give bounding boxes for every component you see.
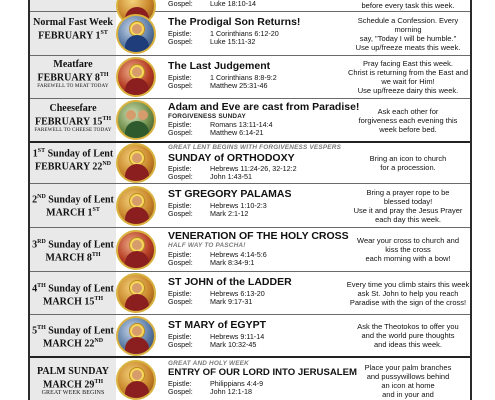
weekly-activity: Schedule a Confession. Every morning say, "Today I will be humble." Use up/freeze meats this week. (355, 15, 461, 52)
season-banner: GREAT LENT BEGINS WITH FORGIVENESS VESPERS (168, 144, 342, 151)
adam-and-eve-icon (116, 100, 156, 140)
week-row (30, 0, 470, 12)
gospel-reading: Gospel: Mark 2:1-12 (168, 209, 249, 219)
week-row (30, 228, 470, 272)
sunday-subtitle: HALF WAY TO PASCHA! (168, 242, 246, 249)
weekly-activity: Bring an icon to church for a procession. (369, 154, 447, 172)
epistle-reading: Epistle: Philippians 4:4-9 (168, 379, 264, 388)
st-mary-egypt-icon (116, 316, 156, 356)
week-label: 1ST Sunday of Lent FEBRUARY 22ND (30, 143, 116, 183)
gospel-reading: Gospel: Luke 15:11-32 (168, 37, 256, 47)
epistle-reading: Epistle: Hebrews 1:10-2:3 (168, 201, 267, 210)
week-label: 4TH Sunday of Lent MARCH 15TH (30, 272, 116, 314)
week-row (30, 315, 470, 358)
epistle-reading: Epistle: 1 Corinthians 8:8-9:2 (168, 73, 277, 82)
epistle-reading: Epistle: Hebrews 9:11-14 (168, 332, 265, 341)
season-banner: GREAT AND HOLY WEEK (168, 360, 249, 367)
weekly-activity: Place your palm branches and pussywillows behind an icon at home and in your and (364, 363, 452, 399)
st-john-ladder-icon (116, 273, 156, 313)
weekly-activity: Pray facing East this week. Christ is returning from the East and we wait for Him! Use up/freeze dairy this week. (347, 59, 469, 95)
lent-calendar (28, 0, 472, 400)
week-label: 5TH Sunday of Lent MARCH 22ND (30, 315, 116, 356)
gospel-reading: Gospel: Mark 10:32-45 (168, 340, 257, 350)
week-label: 2ND Sunday of Lent MARCH 1ST (30, 184, 116, 227)
weekly-activity: Wear your cross to church and kiss the cross each morning with a bow! (357, 236, 459, 263)
epistle-reading: Epistle: Hebrews 6:13-20 (168, 289, 265, 298)
sunday-title: VENERATION OF THE HOLY CROSS (168, 230, 349, 242)
holy-cross-icon (116, 230, 156, 270)
epistle-reading: Epistle: 1 Corinthians 6:12-20 (168, 29, 279, 38)
week-label: Cheesefare FEBRUARY 15TH FAREWELL TO CHEESE TODAY (30, 99, 116, 141)
gospel-reading: Gospel: Luke 18:10-14 (168, 0, 256, 8)
sunday-title: ENTRY OF OUR LORD INTO JERUSALEM (168, 367, 358, 378)
gospel-reading: Gospel: John 1:43-51 (168, 172, 252, 182)
orthodoxy-icon (116, 143, 156, 183)
sunday-title: ST MARY of EGYPT (168, 319, 267, 331)
epistle-reading: Epistle: Romans 13:11-14:4 (168, 120, 273, 129)
week-row (30, 12, 470, 56)
week-label: 3RD Sunday of Lent MARCH 8TH (30, 228, 116, 271)
week-label: PALM SUNDAY MARCH 29TH GREAT WEEK BEGINS (30, 358, 116, 400)
gospel-reading: Gospel: John 12:1-18 (168, 387, 252, 397)
week-row (30, 56, 470, 99)
week-label: Normal Fast Week FEBRUARY 1ST (30, 12, 116, 55)
prodigal-son-icon (116, 14, 156, 54)
sunday-title: SUNDAY of ORTHODOXY (168, 152, 295, 164)
sunday-subtitle: FORGIVENESS SUNDAY (168, 113, 246, 120)
weekly-activity: Bring a prayer rope to be blessed today! Use it and pray the Jesus Prayer each day this week. (353, 187, 463, 224)
entry-into-jerusalem-icon (116, 360, 156, 400)
week-label: Meatfare FEBRUARY 8TH FAREWELL TO MEAT TODAY (30, 56, 116, 98)
gospel-reading: Gospel: Mark 8:34-9:1 (168, 258, 255, 268)
epistle-reading: Epistle: Hebrews 11:24-26, 32-12:2 (168, 164, 297, 173)
week-label (30, 0, 116, 11)
gospel-reading: Gospel: Matthew 6:14-21 (168, 128, 264, 138)
st-gregory-icon (116, 186, 156, 226)
week-row (30, 99, 470, 143)
week-row (30, 184, 470, 228)
last-judgement-icon (116, 57, 156, 97)
weekly-activity: Every time you climb stairs this week ask St. John to help you reach Paradise with the sign of the cross! (346, 279, 470, 307)
week-row (30, 358, 470, 400)
week-row (30, 272, 470, 315)
gospel-reading: Gospel: Mark 9:17-31 (168, 297, 253, 307)
epistle-reading: Epistle: Hebrews 4:14-5:6 (168, 250, 267, 259)
sunday-title: ST JOHN of the LADDER (168, 276, 292, 288)
weekly-activity: Ask the Theotokos to offer you and the world pure thoughts and ideas this week. (357, 322, 459, 349)
sunday-title: The Last Judgement (168, 60, 271, 72)
weekly-activity: before every task this week. (361, 1, 455, 10)
sunday-title: The Prodigal Son Returns! (168, 16, 301, 28)
gospel-reading: Gospel: Matthew 25:31-46 (168, 81, 268, 91)
sunday-title: Adam and Eve are cast from Paradise! (168, 101, 360, 113)
weekly-activity: Ask each other for forgiveness each evening this week before bed. (358, 106, 458, 134)
sunday-title: ST GREGORY PALAMAS (168, 188, 292, 200)
week-row (30, 143, 470, 184)
